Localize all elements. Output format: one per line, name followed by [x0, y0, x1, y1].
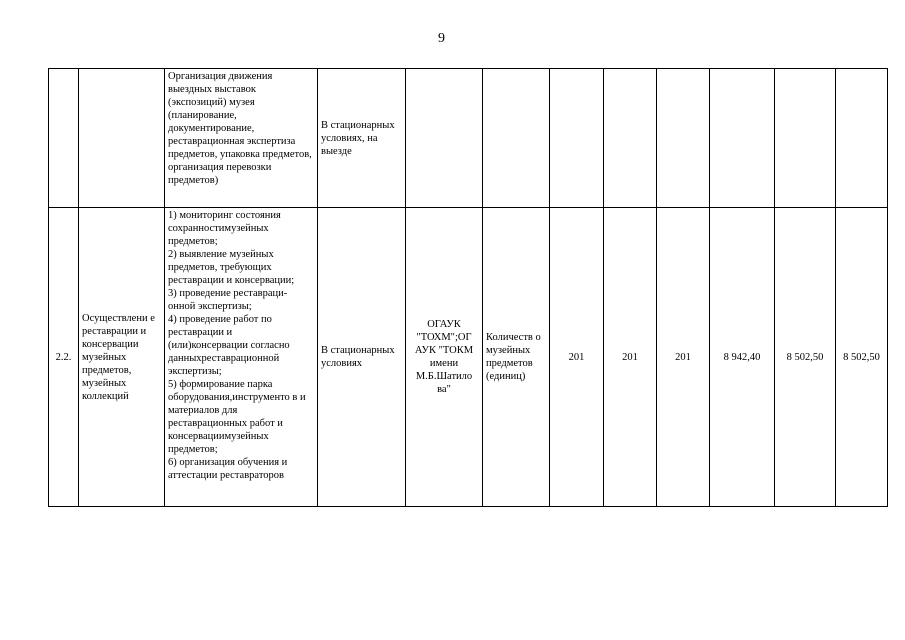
page-number: 9 — [438, 31, 445, 46]
table-row — [49, 69, 888, 208]
value-2 — [604, 69, 657, 208]
value-1 — [550, 69, 604, 208]
value-6: 8 502,50 — [836, 208, 888, 507]
service-name: Осуществлени е реставрации и консервации музейных предметов, музейных коллекций — [79, 208, 165, 507]
value-5 — [775, 69, 836, 208]
service-content: Организация движения выездных выставок (экспозиций) музея (планирование, документирование, реставрационная экспертиза предметов, упаковка предметов, организация перевозки предметов) — [165, 69, 318, 208]
value-1: 201 — [550, 208, 604, 507]
value-5: 8 502,50 — [775, 208, 836, 507]
service-conditions: В стационарных условиях — [318, 208, 406, 507]
value-3: 201 — [657, 208, 710, 507]
value-2: 201 — [604, 208, 657, 507]
row-number — [49, 69, 79, 208]
value-4 — [710, 69, 775, 208]
service-indicator — [483, 69, 550, 208]
value-3 — [657, 69, 710, 208]
service-name — [79, 69, 165, 208]
row-number: 2.2. — [49, 208, 79, 507]
service-table — [48, 68, 888, 507]
service-executor — [406, 69, 483, 208]
service-executor: ОГАУК "ТОХМ";ОГ АУК "ТОКМ имени М.Б.Шатило ва" — [406, 208, 483, 507]
table-row — [49, 208, 888, 507]
value-4: 8 942,40 — [710, 208, 775, 507]
service-conditions: В стационарных условиях, на выезде — [318, 69, 406, 208]
value-6 — [836, 69, 888, 208]
service-content: 1) мониторинг состояния сохранностимузейных предметов; 2) выявление музейных предметов, требующих реставрации и консервации; 3) проведение реставраци-онной экспертизы; 4) проведение работ по реставрации и (или)консервации согласно данныхреставрационной экспертизы; 5) формирование парка оборудования,инструменто в и материалов для реставрационных работ и консервациимузейных предметов; 6) организация обучения и аттестации реставраторов — [165, 208, 318, 507]
service-indicator: Количеств о музейных предметов (единиц) — [483, 208, 550, 507]
